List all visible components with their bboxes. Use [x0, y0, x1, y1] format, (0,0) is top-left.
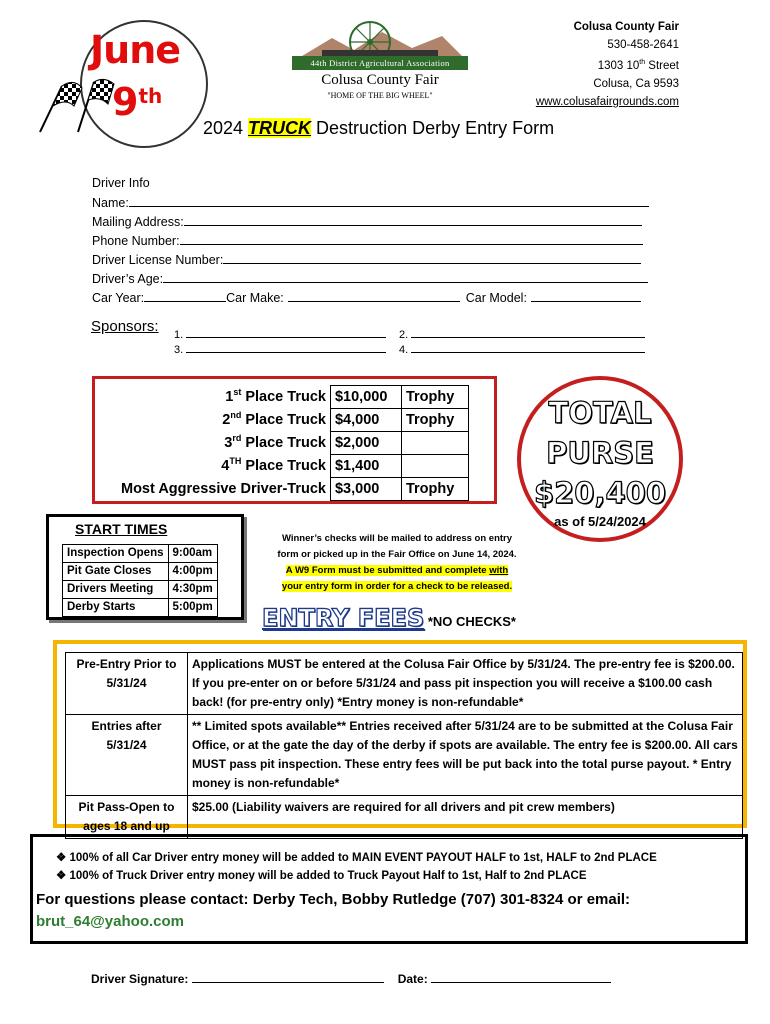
prize-place — [117, 386, 330, 409]
website-link[interactable]: www.colusafairgrounds.com — [535, 95, 679, 108]
sponsor-2-blank[interactable] — [411, 326, 645, 338]
sponsor-3-blank[interactable] — [186, 341, 386, 353]
date-label: Date: — [397, 972, 428, 986]
fee-text: $25.00 (Liability waivers are required for all drivers and pit crew members) — [188, 796, 743, 839]
signature-label: Driver Signature: — [91, 972, 189, 986]
prize-trophy — [401, 432, 468, 455]
org-street — [536, 54, 679, 75]
signature-row — [91, 971, 611, 986]
checks-line3 — [252, 563, 542, 579]
no-checks-note: *NO CHECKS* — [424, 614, 516, 629]
sponsor-3[interactable] — [174, 341, 386, 356]
table-row — [66, 715, 743, 796]
start-times-title: START TIMES — [75, 521, 168, 537]
event-name: Pit Gate Closes — [63, 563, 169, 581]
w9-text — [286, 565, 508, 576]
prize-row — [117, 455, 468, 478]
phone-field[interactable] — [92, 233, 643, 248]
note-bullet-2 — [56, 868, 587, 882]
purse-text — [521, 393, 679, 513]
car-model-blank[interactable] — [531, 290, 641, 302]
event-name: Inspection Opens — [63, 545, 169, 563]
org-phone: 530-458-2641 — [607, 39, 679, 51]
mailing-blank[interactable] — [184, 214, 642, 226]
note-bullet-1 — [56, 850, 657, 864]
place-suffix: rd — [232, 433, 242, 444]
sponsor-1[interactable] — [174, 326, 386, 341]
license-field[interactable] — [92, 252, 641, 267]
place-num: 1 — [225, 389, 234, 405]
prize-table — [117, 385, 469, 501]
prize-row — [117, 432, 468, 455]
table-row — [66, 653, 743, 715]
place-label: Place Truck — [241, 435, 326, 451]
org-city: Colusa, Ca 9593 — [593, 77, 679, 90]
place-num: 3 — [224, 435, 233, 451]
prize-amount: $4,000 — [330, 409, 401, 432]
street-name: Street — [645, 59, 679, 72]
car-year-label: Car Year: — [92, 291, 145, 305]
table-row — [63, 545, 218, 563]
prize-place — [117, 455, 330, 478]
date-day-suffix: th — [138, 84, 163, 108]
event-time: 9:00am — [168, 545, 217, 563]
car-model-label: Car Model: — [465, 291, 527, 305]
logo-band: 44th District Agricultural Association — [292, 56, 468, 70]
checks-note — [252, 531, 542, 595]
prize-trophy: Trophy — [401, 386, 468, 409]
prize-row — [117, 478, 468, 501]
purse-amount: $20,400 — [533, 476, 667, 510]
contact-text: For questions please contact: Derby Tech, Bobby Rutledge (707) 301-8324 or email: — [36, 891, 631, 908]
entry-fees-table — [65, 652, 743, 839]
org-name: Colusa County Fair — [573, 21, 679, 33]
fee-label: Pit Pass-Open to ages 18 and up — [66, 796, 188, 839]
note-text-1: 100% of all Car Driver entry money will be added to MAIN EVENT PAYOUT HALF to 1st, HALF to 2nd PLACE — [69, 852, 657, 864]
mailing-label: Mailing Address: — [92, 215, 184, 229]
prize-amount: $2,000 — [330, 432, 401, 455]
purse-line1: TOTAL — [548, 396, 652, 430]
event-name: Derby Starts — [63, 599, 169, 617]
date-month: June — [90, 28, 181, 72]
prize-amount: $10,000 — [330, 386, 401, 409]
title-truck: TRUCK — [248, 118, 312, 138]
place-label: Place Truck — [241, 458, 326, 474]
sponsor-4[interactable] — [399, 341, 645, 356]
prize-trophy — [401, 455, 468, 478]
place-num: Most Aggressive Driver-Truck — [121, 481, 326, 497]
logo-name: Colusa County Fair — [321, 72, 439, 88]
place-label: Place Truck — [241, 389, 326, 405]
car-row — [92, 290, 641, 305]
prize-place — [117, 478, 330, 501]
fee-label: Pre-Entry Prior to 5/31/24 — [66, 653, 188, 715]
contact-address — [536, 18, 679, 111]
sponsor-4-num: 4. — [399, 344, 409, 356]
place-suffix: st — [233, 387, 242, 398]
sponsor-3-num: 3. — [174, 344, 184, 356]
license-blank[interactable] — [223, 252, 641, 264]
sponsor-1-num: 1. — [174, 329, 184, 341]
fee-text: Applications MUST be entered at the Colusa Fair Office by 5/31/24. The pre-entry fee is $200.00. If you pre-enter on or before 5/31/24 and pass pit inspection you will receive a $100.00 cash back! (for pre-entry only) *Entry money is non-refundable* — [188, 653, 743, 715]
title-year: 2024 — [203, 118, 249, 138]
prize-box — [92, 376, 497, 504]
car-year-blank[interactable] — [144, 290, 226, 302]
form-title — [203, 118, 554, 139]
prize-row — [117, 409, 468, 432]
street-number: 1303 10 — [597, 59, 640, 72]
phone-label: Phone Number: — [92, 234, 180, 248]
event-name: Drivers Meeting — [63, 581, 169, 599]
event-time: 4:00pm — [168, 563, 217, 581]
contact-info — [36, 889, 630, 933]
place-suffix: nd — [230, 410, 242, 421]
purse-line2: PURSE — [546, 436, 654, 470]
age-label: Driver’s Age: — [92, 272, 164, 286]
prize-trophy: Trophy — [401, 478, 468, 501]
prize-place — [117, 409, 330, 432]
table-row — [66, 796, 743, 839]
note-text-2: 100% of Truck Driver entry money will be added to Truck Payout Half to 1st, Half to 2nd PLACE — [69, 870, 587, 882]
contact-email[interactable]: brut_64@yahoo.com — [36, 913, 184, 930]
driver-info-heading: Driver Info — [92, 176, 150, 190]
mailing-field[interactable] — [92, 214, 642, 229]
name-blank[interactable] — [129, 195, 649, 207]
prize-amount: $3,000 — [330, 478, 401, 501]
phone-blank[interactable] — [180, 233, 643, 245]
diamond-bullet-icon: ❖ — [56, 852, 70, 864]
sponsor-2-num: 2. — [399, 329, 409, 341]
notes-box — [30, 834, 748, 944]
sponsor-1-blank[interactable] — [186, 326, 386, 338]
place-num: 4 — [221, 458, 230, 474]
age-field[interactable] — [92, 271, 648, 286]
prize-trophy: Trophy — [401, 409, 468, 432]
signature-blank[interactable] — [192, 971, 384, 983]
license-label: Driver License Number: — [92, 253, 224, 267]
place-label: Place Truck — [241, 412, 326, 428]
w9-text-with: with — [489, 565, 509, 576]
sponsor-4-blank[interactable] — [411, 341, 645, 353]
date-day — [112, 80, 162, 124]
table-row — [63, 563, 218, 581]
table-row — [63, 599, 218, 617]
event-time: 5:00pm — [168, 599, 217, 617]
fee-text: ** Limited spots available** Entries received after 5/31/24 are to be submitted at the Colusa Fair Office, or at the gate the day of the derby if spots are available. The entry fee is $200.00. All cars MUST pass pit inspection. These entry fees will be put back into the total purse payout. * Entry money is non-refundable* — [188, 715, 743, 796]
w9-text-a: A W9 Form must be submitted and complete — [285, 565, 490, 576]
sponsor-2[interactable] — [399, 326, 645, 341]
title-rest: Destruction Derby Entry Form — [311, 118, 555, 138]
name-label: Name: — [92, 196, 129, 210]
entry-fees-title: ENTRY FEES — [262, 604, 425, 632]
prize-amount: $1,400 — [330, 455, 401, 478]
sponsors-label: Sponsors: — [91, 318, 159, 335]
fee-label: Entries after 5/31/24 — [66, 715, 188, 796]
place-num: 2 — [222, 412, 231, 428]
checks-line2: form or picked up in the Fair Office on June 14, 2024. — [277, 549, 517, 560]
place-suffix: TH — [229, 456, 242, 467]
checks-line1: Winner’s checks will be mailed to address on entry — [281, 533, 513, 544]
date-day-number: 9 — [112, 80, 139, 124]
date-blank[interactable] — [431, 971, 611, 983]
total-purse-circle — [517, 376, 683, 542]
street-suffix: th — [639, 59, 646, 66]
checks-line4 — [252, 579, 542, 595]
prize-place — [117, 432, 330, 455]
diamond-bullet-icon: ❖ — [56, 870, 70, 882]
age-blank[interactable] — [163, 271, 648, 283]
logo-tagline: "HOME OF THE BIG WHEEL" — [327, 91, 433, 100]
w9-text-b: your entry form in order for a check to be released. — [281, 581, 513, 592]
start-times-box — [46, 514, 244, 620]
prize-row — [117, 386, 468, 409]
checkered-flags-icon — [32, 76, 116, 136]
start-times-table — [62, 544, 218, 617]
event-time: 4:30pm — [168, 581, 217, 599]
car-make-blank[interactable] — [288, 290, 460, 302]
entry-fees-box — [53, 640, 747, 833]
name-field[interactable] — [92, 195, 649, 210]
table-row — [63, 581, 218, 599]
purse-as-of: as of 5/24/2024 — [554, 514, 646, 529]
car-make-label: Car Make: — [226, 291, 284, 305]
entry-fees-heading — [262, 604, 516, 632]
